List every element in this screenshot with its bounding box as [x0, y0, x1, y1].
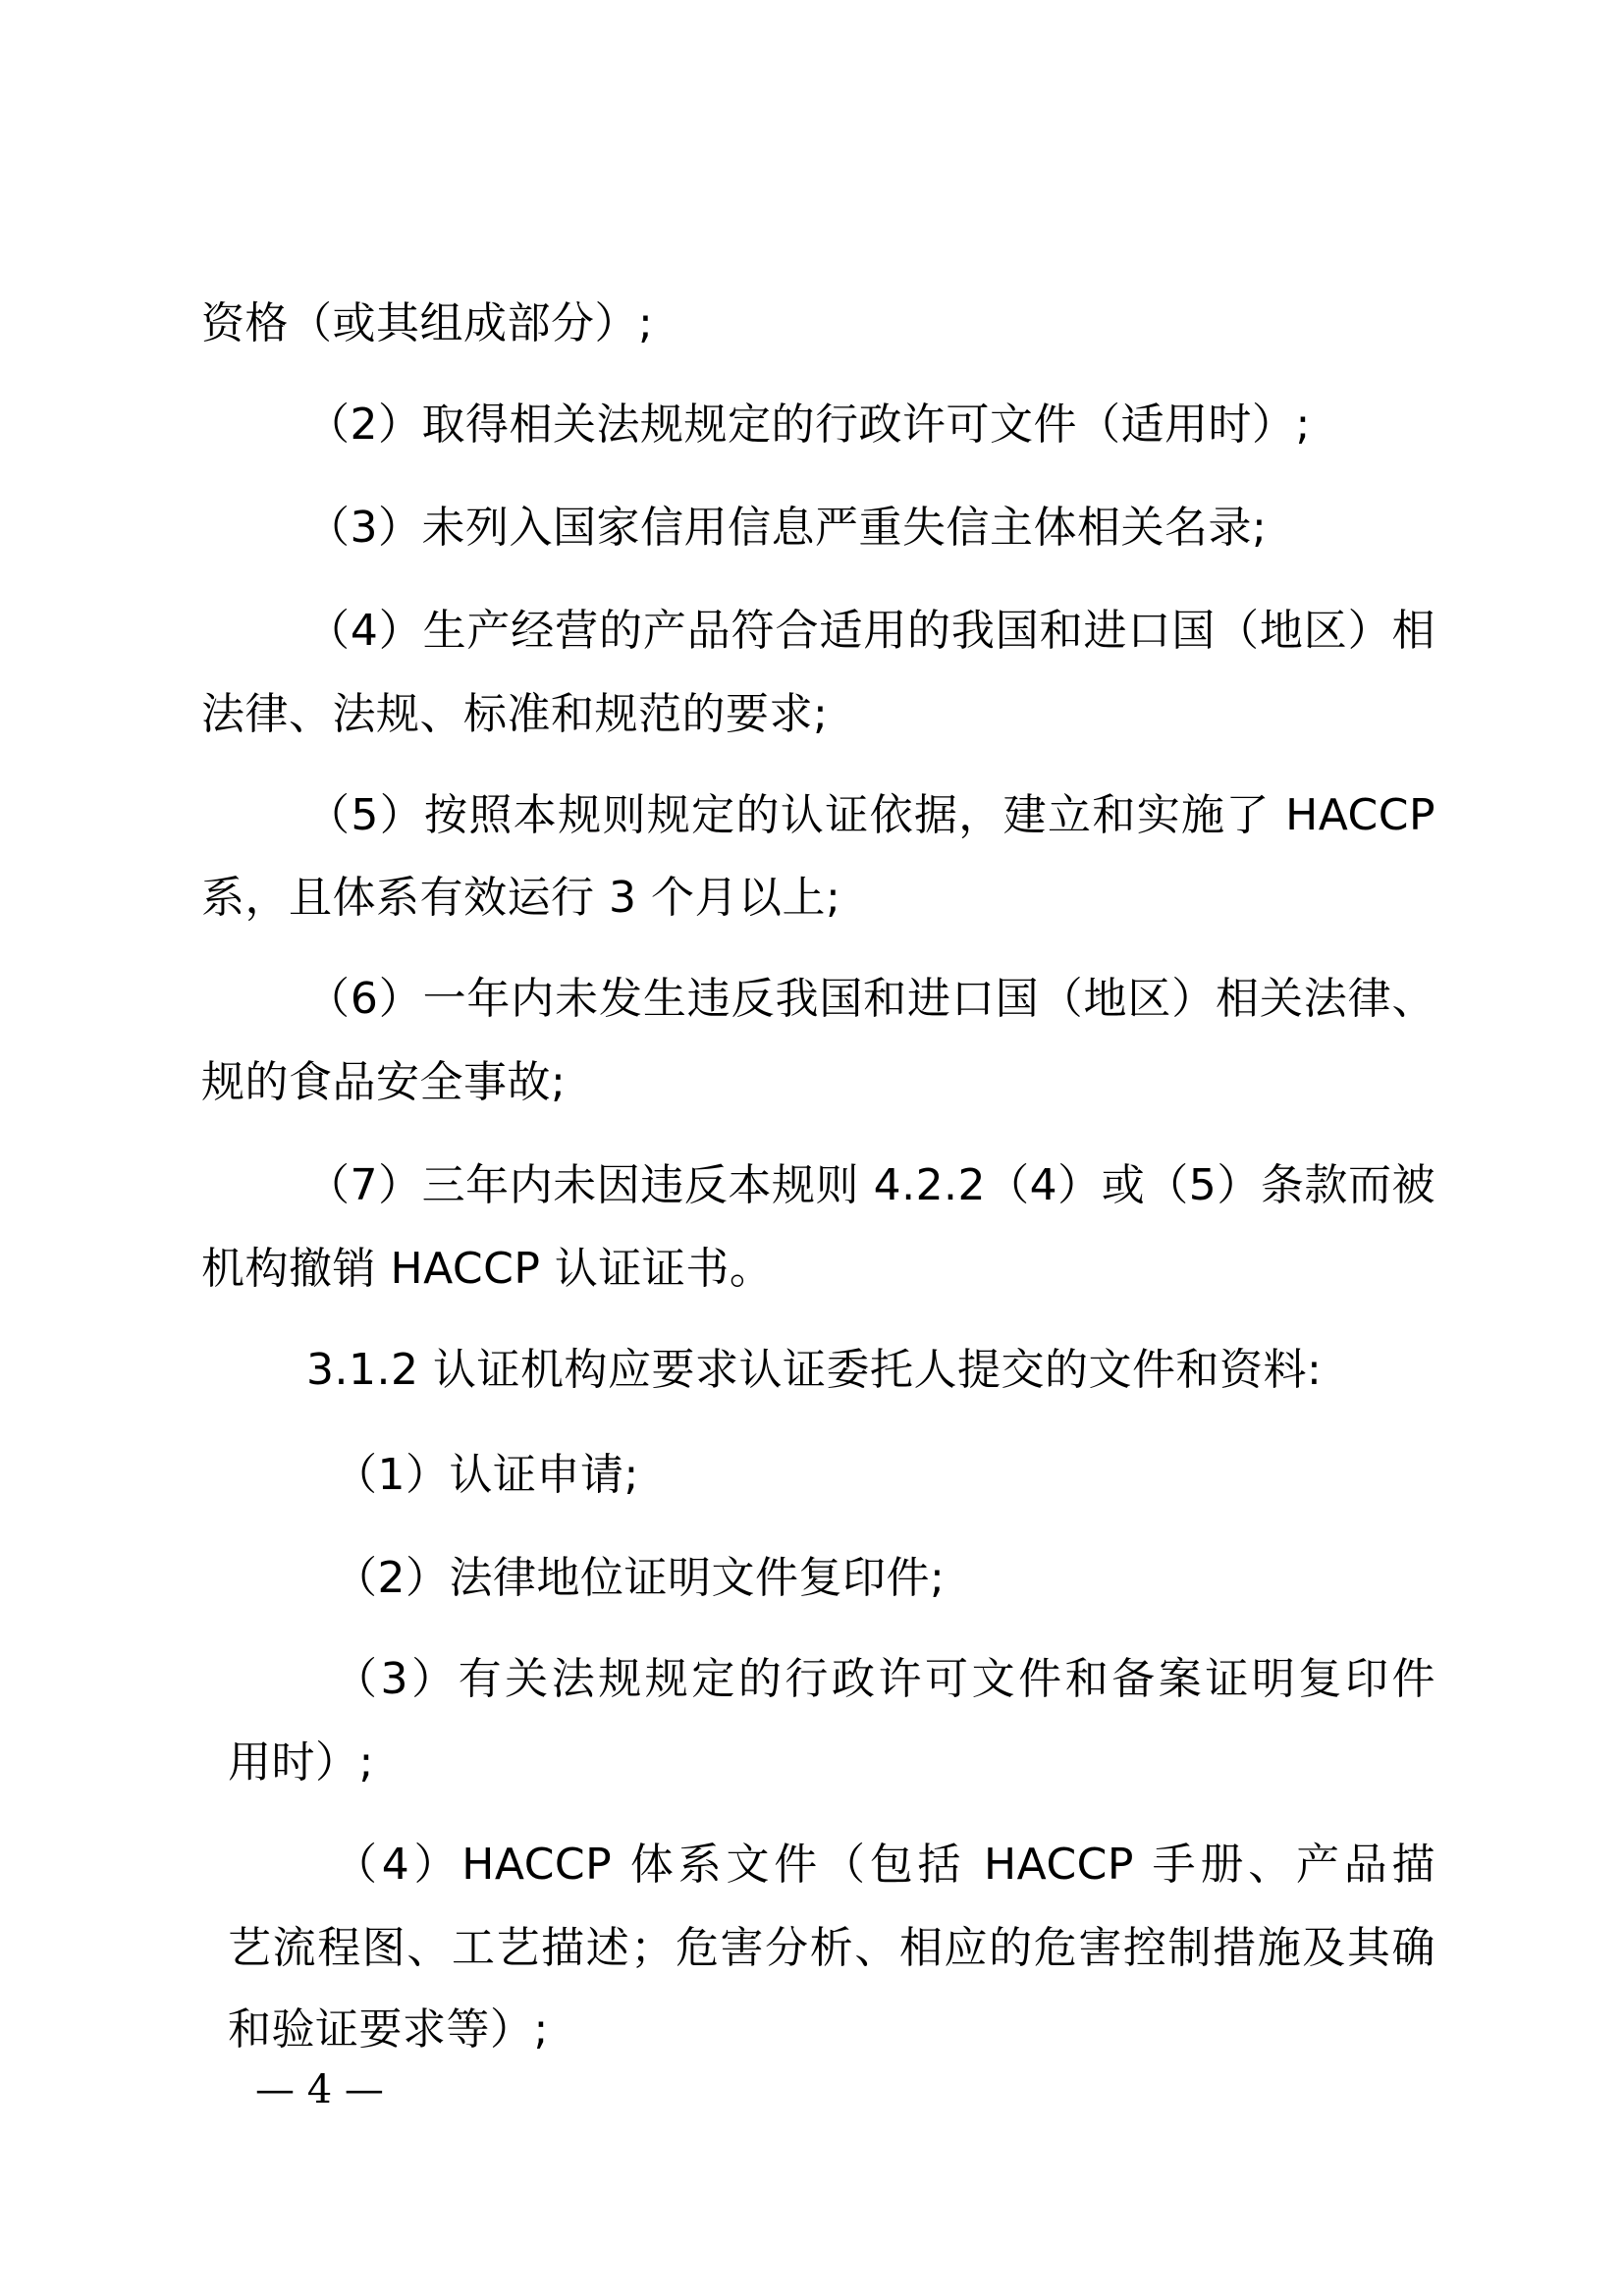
- text-line-14: （2）法律地位证明文件复印件;: [334, 1553, 946, 1603]
- text-line-5: 法律、法规、标准和规范的要求;: [201, 689, 829, 739]
- text-line-9: 规的食品安全事故;: [201, 1057, 567, 1107]
- text-line-2: （2）取得相关法规规定的行政许可文件（适用时）;: [306, 400, 1311, 450]
- text-line-12: 3.1.2 认证机构应要求认证委托人提交的文件和资料:: [306, 1345, 1323, 1395]
- text-line-16: 用时）;: [228, 1737, 374, 1788]
- text-line-7: 系，且体系有效运行 3 个月以上;: [201, 873, 841, 923]
- text-line-3: （3）未列入国家信用信息严重失信主体相关名录;: [306, 503, 1268, 553]
- text-line-1: 资格（或其组成部分）;: [201, 298, 654, 348]
- text-line-17: （4）HACCP 体系文件（包括 HACCP 手册、产品描: [334, 1840, 1435, 1890]
- text-line-4: （4）生产经营的产品符合适用的我国和进口国（地区）相: [306, 606, 1435, 656]
- page-number: — 4 —: [255, 2067, 384, 2112]
- text-line-18: 艺流程图、工艺描述；危害分析、相应的危害控制措施及其确: [228, 1923, 1435, 1973]
- text-line-13: （1）认证申请;: [334, 1450, 639, 1500]
- text-line-6: （5）按照本规则规定的认证依据，建立和实施了 HACCP: [306, 790, 1435, 840]
- text-line-19: 和验证要求等）;: [228, 2004, 549, 2055]
- text-line-11: 机构撤销 HACCP 认证证书。: [201, 1244, 774, 1294]
- text-line-15: （3）有关法规规定的行政许可文件和备案证明复印件: [334, 1654, 1435, 1704]
- text-line-10: （7）三年内未因违反本规则 4.2.2（4）或（5）条款而被: [306, 1160, 1435, 1210]
- text-line-8: （6）一年内未发生违反我国和进口国（地区）相关法律、: [306, 974, 1435, 1024]
